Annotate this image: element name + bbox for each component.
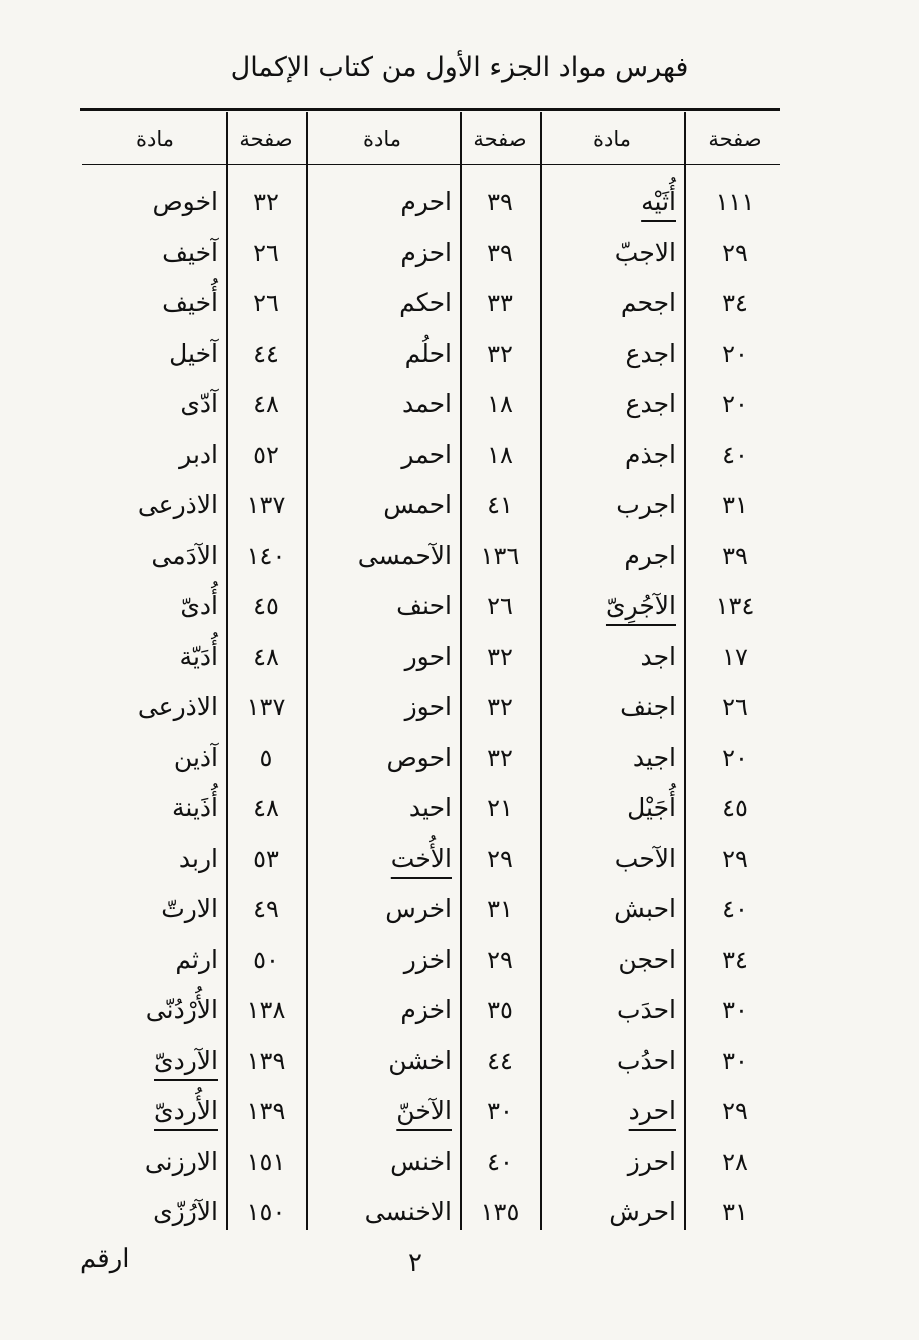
page-ref: ٢٩ — [722, 845, 748, 873]
entry-word: اخزم — [400, 995, 452, 1024]
page-ref: ١٨ — [487, 441, 513, 469]
page-ref: ١٣٩ — [246, 1047, 286, 1075]
entry-word: احوز — [404, 692, 452, 721]
page-ref: ٢٠ — [722, 390, 748, 418]
entry-word: احمد — [402, 389, 452, 418]
header-page-3: صفحة — [239, 127, 293, 151]
page-number: ٢ — [408, 1248, 422, 1278]
entry-word: آخيل — [169, 339, 218, 368]
entry-word: اربد — [178, 844, 218, 873]
entry-word: اجرم — [624, 541, 676, 570]
page-ref: ١٧ — [722, 643, 748, 671]
page-ref: ١٣٨ — [246, 996, 286, 1024]
entry-word: آذين — [173, 743, 218, 772]
entry-word: اجذم — [624, 440, 676, 469]
page-ref: ١٥١ — [246, 1148, 286, 1176]
entry-word: الأُرْدُنّى — [145, 995, 218, 1024]
page-ref: ٥ — [259, 744, 273, 772]
top-rule — [80, 108, 780, 111]
entry-word: الآردىّ — [154, 1046, 218, 1075]
entry-word: آدّى — [180, 389, 218, 418]
entry-word: احوص — [386, 743, 452, 772]
page-ref: ٢١ — [487, 794, 513, 822]
entry-word: احرم — [400, 187, 452, 216]
entry-word: أُدىّ — [180, 591, 218, 620]
entry-word: الأُخت — [390, 844, 452, 873]
catchword: ارقم — [80, 1244, 130, 1274]
page-ref: ٢٦ — [253, 239, 279, 267]
entry-word: الاذرعى — [137, 490, 218, 519]
header-entry-3: مادة — [135, 127, 174, 151]
page-ref: ٤٩ — [253, 895, 279, 923]
entry-word: احكم — [399, 288, 452, 317]
page-ref: ٢٩ — [487, 845, 513, 873]
entry-word: الاخنسى — [364, 1197, 452, 1226]
entry-word: احدُب — [616, 1046, 676, 1075]
entry-word: ادبر — [179, 440, 218, 469]
page-ref: ٤٤ — [253, 340, 279, 368]
page-ref: ٥٣ — [253, 845, 279, 873]
page-ref: ٣١ — [722, 1198, 748, 1226]
entry-word: احيد — [408, 793, 452, 822]
entry-word: احبش — [614, 894, 676, 923]
entry-word: اخشن — [388, 1046, 452, 1075]
entry-word: احدَب — [616, 995, 676, 1024]
header-entry-1: مادة — [592, 127, 631, 151]
entry-word: اخوص — [152, 187, 218, 216]
column-divider — [460, 112, 462, 1230]
page-ref: ٣٢ — [487, 693, 513, 721]
entry-word: احرش — [609, 1197, 676, 1226]
entry-word: أُخيف — [162, 288, 218, 317]
page-ref: ٢٠ — [722, 340, 748, 368]
entry-word: احور — [404, 642, 452, 671]
page-ref: ٣٥ — [487, 996, 513, 1024]
entry-word: ارثم — [175, 945, 218, 974]
page-ref: ٢٩ — [487, 946, 513, 974]
entry-word: احمر — [401, 440, 452, 469]
entry-word: أُدَيّة — [179, 642, 218, 671]
entry-word: الارزنى — [144, 1147, 218, 1176]
entry-word: الآخنّ — [396, 1096, 452, 1125]
page-ref: ٤٠ — [722, 895, 748, 923]
page-ref: ٤٨ — [253, 643, 279, 671]
page-ref: ٤٨ — [253, 794, 279, 822]
entry-word: اجيد — [632, 743, 676, 772]
page-ref: ٣٩ — [487, 188, 513, 216]
page-ref: ١٣٤ — [715, 592, 755, 620]
page-ref: ١٣٧ — [246, 491, 286, 519]
header-page-2: صفحة — [473, 127, 527, 151]
entry-word: الآدَمى — [151, 541, 218, 570]
entry-word: الارتّ — [161, 894, 218, 923]
entry-word: اجحم — [620, 288, 676, 317]
page-ref: ٤٠ — [722, 441, 748, 469]
column-divider — [306, 112, 308, 1230]
page-ref: ٣٠ — [722, 996, 748, 1024]
entry-word: الأُردىّ — [154, 1096, 218, 1125]
page-ref: ٤٤ — [487, 1047, 513, 1075]
page-ref: ٣٤ — [722, 289, 748, 317]
page-ref: ٣٠ — [722, 1047, 748, 1075]
page-ref: ١٣٦ — [480, 542, 520, 570]
page-ref: ٣٣ — [487, 289, 513, 317]
page-ref: ٢٨ — [722, 1148, 748, 1176]
page-ref: ٣٢ — [253, 188, 279, 216]
page-ref: ٥٢ — [253, 441, 279, 469]
page-ref: ٣١ — [722, 491, 748, 519]
entry-word: اجدع — [625, 389, 676, 418]
page-ref: ١٨ — [487, 390, 513, 418]
entry-word: اخرس — [385, 894, 452, 923]
entry-word: أُثَيْه — [641, 187, 676, 216]
entry-word: الآرُزّى — [153, 1197, 218, 1226]
page-ref: ٤٥ — [722, 794, 748, 822]
entry-word: اخنس — [390, 1147, 452, 1176]
entry-word: اجنف — [620, 692, 676, 721]
page-ref: ٣٠ — [487, 1097, 513, 1125]
page-ref: ٣٢ — [487, 340, 513, 368]
entry-word: احرد — [628, 1096, 676, 1125]
page-ref: ١٣٩ — [246, 1097, 286, 1125]
entry-word: الآجُرِىّ — [605, 591, 676, 620]
page-ref: ٤١ — [487, 491, 513, 519]
page-ref: ٢٦ — [487, 592, 513, 620]
entry-word: احلُم — [404, 339, 452, 368]
page-title: فهرس مواد الجزء الأول من كتاب الإكمال — [230, 52, 689, 83]
page-ref: ١١١ — [715, 188, 755, 216]
entry-word: احنف — [396, 591, 452, 620]
entry-word: اخزر — [403, 945, 452, 974]
page-ref: ٢٦ — [722, 693, 748, 721]
page-ref: ٤٠ — [487, 1148, 513, 1176]
entry-word: الآحمسى — [357, 541, 452, 570]
entry-word: احجن — [618, 945, 676, 974]
page-ref: ١٣٧ — [246, 693, 286, 721]
entry-word: احرز — [627, 1147, 676, 1176]
page-ref: ٣٩ — [487, 239, 513, 267]
page-ref: ٥٠ — [253, 946, 279, 974]
entry-word: آخيف — [162, 238, 218, 267]
page-ref: ٢٦ — [253, 289, 279, 317]
entry-word: أُذَينة — [172, 793, 218, 822]
column-divider — [226, 112, 228, 1230]
page-ref: ٤٥ — [253, 592, 279, 620]
page-ref: ٢٠ — [722, 744, 748, 772]
entry-word: اجرب — [616, 490, 676, 519]
column-divider — [684, 112, 686, 1230]
page-ref: ٣٢ — [487, 643, 513, 671]
page-ref: ٢٩ — [722, 1097, 748, 1125]
page-ref: ٣٩ — [722, 542, 748, 570]
page-ref: ٢٩ — [722, 239, 748, 267]
entry-word: أُجَيْل — [627, 793, 676, 822]
header-rule — [82, 164, 780, 165]
page-ref: ٣٤ — [722, 946, 748, 974]
page-ref: ١٤٠ — [246, 542, 286, 570]
page-ref: ١٥٠ — [246, 1198, 286, 1226]
header-entry-2: مادة — [362, 127, 401, 151]
page-ref: ١٣٥ — [480, 1198, 520, 1226]
page-ref: ٣٢ — [487, 744, 513, 772]
entry-word: الاجبّ — [614, 238, 676, 267]
entry-word: الاذرعى — [137, 692, 218, 721]
column-divider — [540, 112, 542, 1230]
entry-word: الآحب — [614, 844, 676, 873]
entry-word: احزم — [400, 238, 452, 267]
entry-word: اجدع — [625, 339, 676, 368]
entry-word: احمس — [383, 490, 452, 519]
page-ref: ٣١ — [487, 895, 513, 923]
page-ref: ٤٨ — [253, 390, 279, 418]
entry-word: اجد — [640, 642, 676, 671]
header-page-1: صفحة — [708, 127, 762, 151]
